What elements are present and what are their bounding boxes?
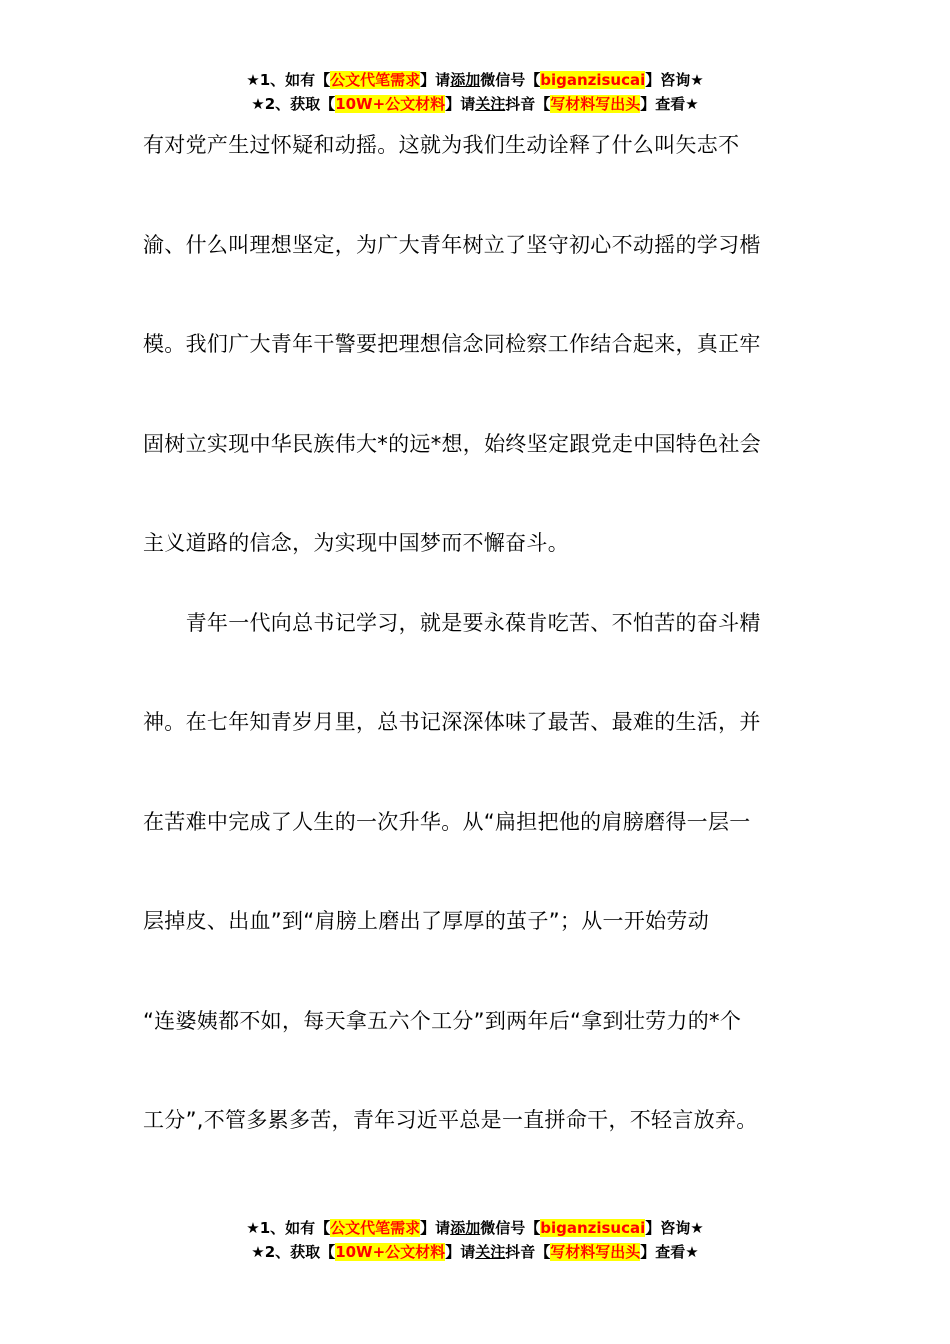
banner-line-2 — [0, 1240, 950, 1264]
body-line: 渝、什么叫理想坚定，为广大青年树立了坚守初心不动摇的学习楷 — [143, 233, 761, 257]
body-line: 主义道路的信念，为实现中国梦而不懈奋斗。 — [143, 531, 569, 555]
banner-underlined: 关注 — [475, 1243, 506, 1261]
banner-highlight: biganzisucai — [540, 1219, 646, 1237]
body-line: 在苦难中完成了人生的一次升华。从“扁担把他的肩膀磨得一层一 — [143, 810, 751, 834]
banner-text: 】请 — [420, 1219, 451, 1237]
banner-text: 微信号【 — [480, 1219, 541, 1237]
banner-highlight: 10W+公文材料 — [335, 95, 446, 113]
banner-text: 抖音【 — [505, 1243, 551, 1261]
banner-text: 微信号【 — [480, 71, 541, 89]
banner-highlight: 10W+公文材料 — [335, 1243, 446, 1261]
banner-highlight: 公文代笔需求 — [330, 1219, 421, 1237]
banner-text: ★1、如有【 — [246, 71, 331, 89]
banner-text: 】请 — [445, 95, 476, 113]
banner-text: ★2、获取【 — [251, 1243, 336, 1261]
banner-underlined: 关注 — [475, 95, 506, 113]
banner-text: 抖音【 — [505, 95, 551, 113]
header-banner — [0, 68, 950, 116]
banner-line-1 — [0, 1216, 950, 1240]
banner-line-2 — [0, 92, 950, 116]
banner-highlight: 公文代笔需求 — [330, 71, 421, 89]
banner-text: 】请 — [445, 1243, 476, 1261]
body-line: 青年一代向总书记学习，就是要永葆肯吃苦、不怕苦的奋斗精 — [143, 611, 761, 635]
banner-highlight: 写材料写出头 — [550, 1243, 641, 1261]
banner-text: ★1、如有【 — [246, 1219, 331, 1237]
body-line: 有对党产生过怀疑和动摇。这就为我们生动诠释了什么叫矢志不 — [143, 133, 740, 157]
banner-text: ★2、获取【 — [251, 95, 336, 113]
body-line: 工分”,不管多累多苦，青年习近平总是一直拼命干，不轻言放弃。 — [143, 1108, 758, 1132]
banner-highlight: 写材料写出头 — [550, 95, 641, 113]
banner-highlight: biganzisucai — [540, 71, 646, 89]
banner-text: 】查看★ — [640, 1243, 699, 1261]
body-line: 神。在七年知青岁月里，总书记深深体味了最苦、最难的生活，并 — [143, 710, 761, 734]
banner-text: 】咨询★ — [645, 1219, 704, 1237]
banner-underlined: 添加 — [450, 71, 481, 89]
banner-text: 】查看★ — [640, 95, 699, 113]
banner-line-1 — [0, 68, 950, 92]
banner-text: 】咨询★ — [645, 71, 704, 89]
body-line: 固树立实现中华民族伟大*的远*想，始终坚定跟党走中国特色社会 — [143, 432, 761, 456]
body-line: 模。我们广大青年干警要把理想信念同检察工作结合起来，真正牢 — [143, 332, 761, 356]
banner-text: 】请 — [420, 71, 451, 89]
banner-underlined: 添加 — [450, 1219, 481, 1237]
body-line: “连婆姨都不如，每天拿五六个工分”到两年后“拿到壮劳力的*个 — [143, 1009, 742, 1033]
footer-banner — [0, 1216, 950, 1264]
body-line: 层掉皮、出血”到“肩膀上磨出了厚厚的茧子”；从一开始劳动 — [143, 909, 710, 933]
